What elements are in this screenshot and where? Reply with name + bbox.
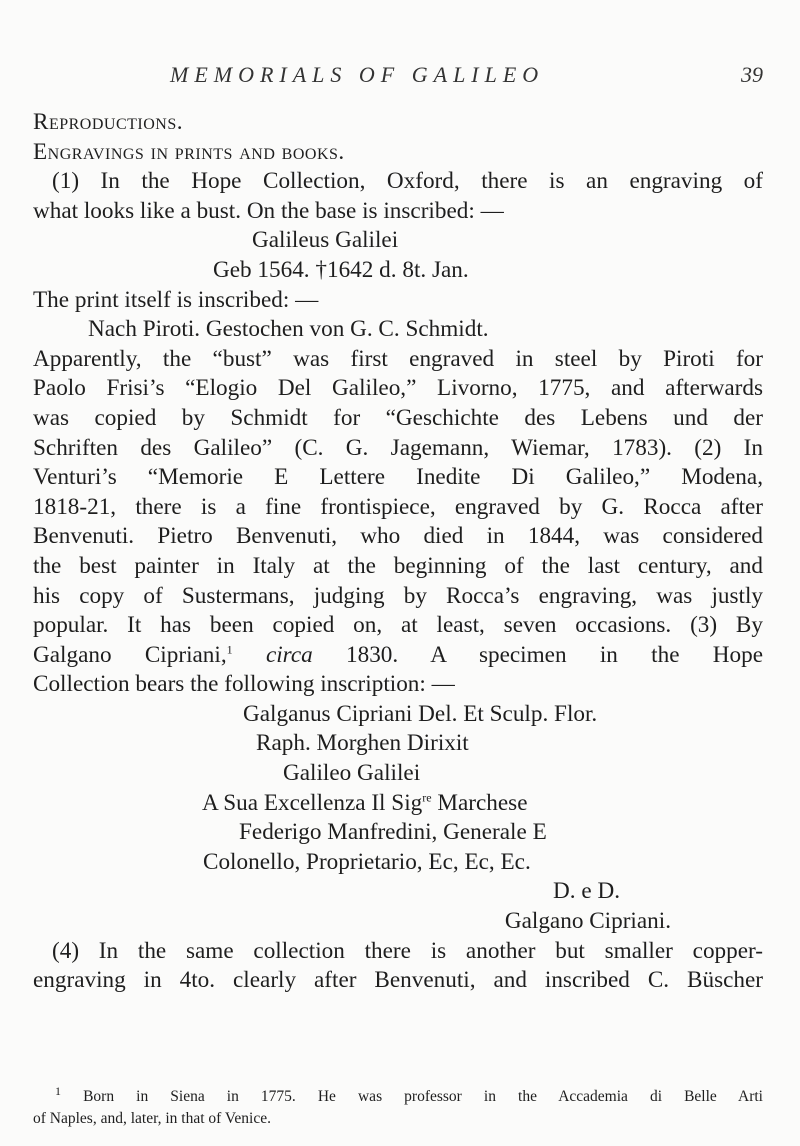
text-fragment: Galgano Cipriani, bbox=[33, 641, 227, 668]
text-line: engraving in 4to. clearly after Benvenuti, and inscribed C. Büscher bbox=[33, 967, 763, 994]
text-fragment bbox=[233, 642, 266, 668]
inscription-line: Galileo Galilei bbox=[283, 760, 421, 787]
text-line: 1818-21, there is a fine frontispiece, engraved by G. Rocca after bbox=[33, 493, 763, 520]
footnote-reference[interactable]: 1 bbox=[226, 641, 233, 656]
subsection-heading: Engravings in prints and books. bbox=[33, 138, 345, 165]
page-number: 39 bbox=[741, 62, 763, 87]
running-header bbox=[33, 62, 763, 92]
footnote-marker: 1 bbox=[55, 1083, 61, 1098]
italic-term: circa bbox=[265, 641, 313, 668]
inscription-line: Galileus Galilei bbox=[252, 227, 399, 254]
inscription-line: Nach Piroti. Gestochen von G. C. Schmidt. bbox=[88, 316, 489, 343]
superscript: re bbox=[422, 789, 432, 804]
running-title: MEMORIALS OF GALILEO bbox=[170, 62, 545, 87]
text-line: the best painter in Italy at the beginning of the last century, and bbox=[33, 552, 763, 579]
text-line: Venturi’s “Memorie E Lettere Inedite Di Galileo,” Modena, bbox=[33, 464, 763, 491]
footnote bbox=[33, 1083, 763, 1130]
inscription-line: Galganus Cipriani Del. Et Sculp. Flor. bbox=[243, 700, 598, 727]
inscription-line: Colonello, Proprietario, Ec, Ec, Ec. bbox=[203, 848, 531, 875]
text-line bbox=[33, 641, 763, 671]
text-fragment: 1830. A specimen in the Hope bbox=[312, 641, 764, 668]
text-line: Paolo Frisi’s “Elogio Del Galileo,” Livorno, 1775, and afterwards bbox=[33, 375, 763, 402]
text-line: Apparently, the “bust” was first engraved in steel by Piroti for bbox=[33, 345, 763, 372]
footnote-line: of Naples, and, later, in that of Venice. bbox=[33, 1110, 271, 1127]
footnote-text: Born in Siena in 1775. He was professor in the Accademia di Belle Arti bbox=[61, 1088, 763, 1105]
text-line: what looks like a bust. On the base is inscribed: — bbox=[33, 197, 504, 224]
inscription-line: Galgano Cipriani. bbox=[504, 908, 671, 935]
text-line: Schriften des Galileo” (C. G. Jagemann, Wiemar, 1783). (2) In bbox=[33, 434, 763, 461]
footnote-line bbox=[33, 1083, 763, 1108]
inscription-line: Raph. Morghen Dirixit bbox=[256, 730, 469, 757]
body-text bbox=[33, 108, 763, 996]
text-line: (4) In the same collection there is another but smaller copper- bbox=[52, 937, 763, 964]
text-line: popular. It has been copied on, at least, seven occasions. (3) By bbox=[33, 612, 763, 639]
inscription-line bbox=[33, 789, 763, 819]
text-fragment: Marchese bbox=[431, 789, 528, 816]
text-line: The print itself is inscribed: — bbox=[33, 286, 319, 313]
inscription-line: D. e D. bbox=[553, 878, 620, 905]
inscription-line: Geb 1564. †1642 d. 8t. Jan. bbox=[213, 256, 469, 283]
text-line: Collection bears the following inscription: — bbox=[33, 671, 455, 698]
text-line: his copy of Sustermans, judging by Rocca’s engraving, was justly bbox=[33, 582, 763, 609]
text-fragment: A Sua Excellenza Il Sig bbox=[202, 789, 423, 816]
text-line: (1) In the Hope Collection, Oxford, there is an engraving of bbox=[52, 168, 763, 195]
section-heading: Reproductions. bbox=[33, 109, 184, 135]
text-line: was copied by Schmidt for “Geschichte des Lebens und der bbox=[33, 404, 763, 431]
inscription-line: Federigo Manfredini, Generale E bbox=[239, 819, 547, 846]
text-line: Benvenuti. Pietro Benvenuti, who died in 1844, was considered bbox=[33, 523, 763, 550]
